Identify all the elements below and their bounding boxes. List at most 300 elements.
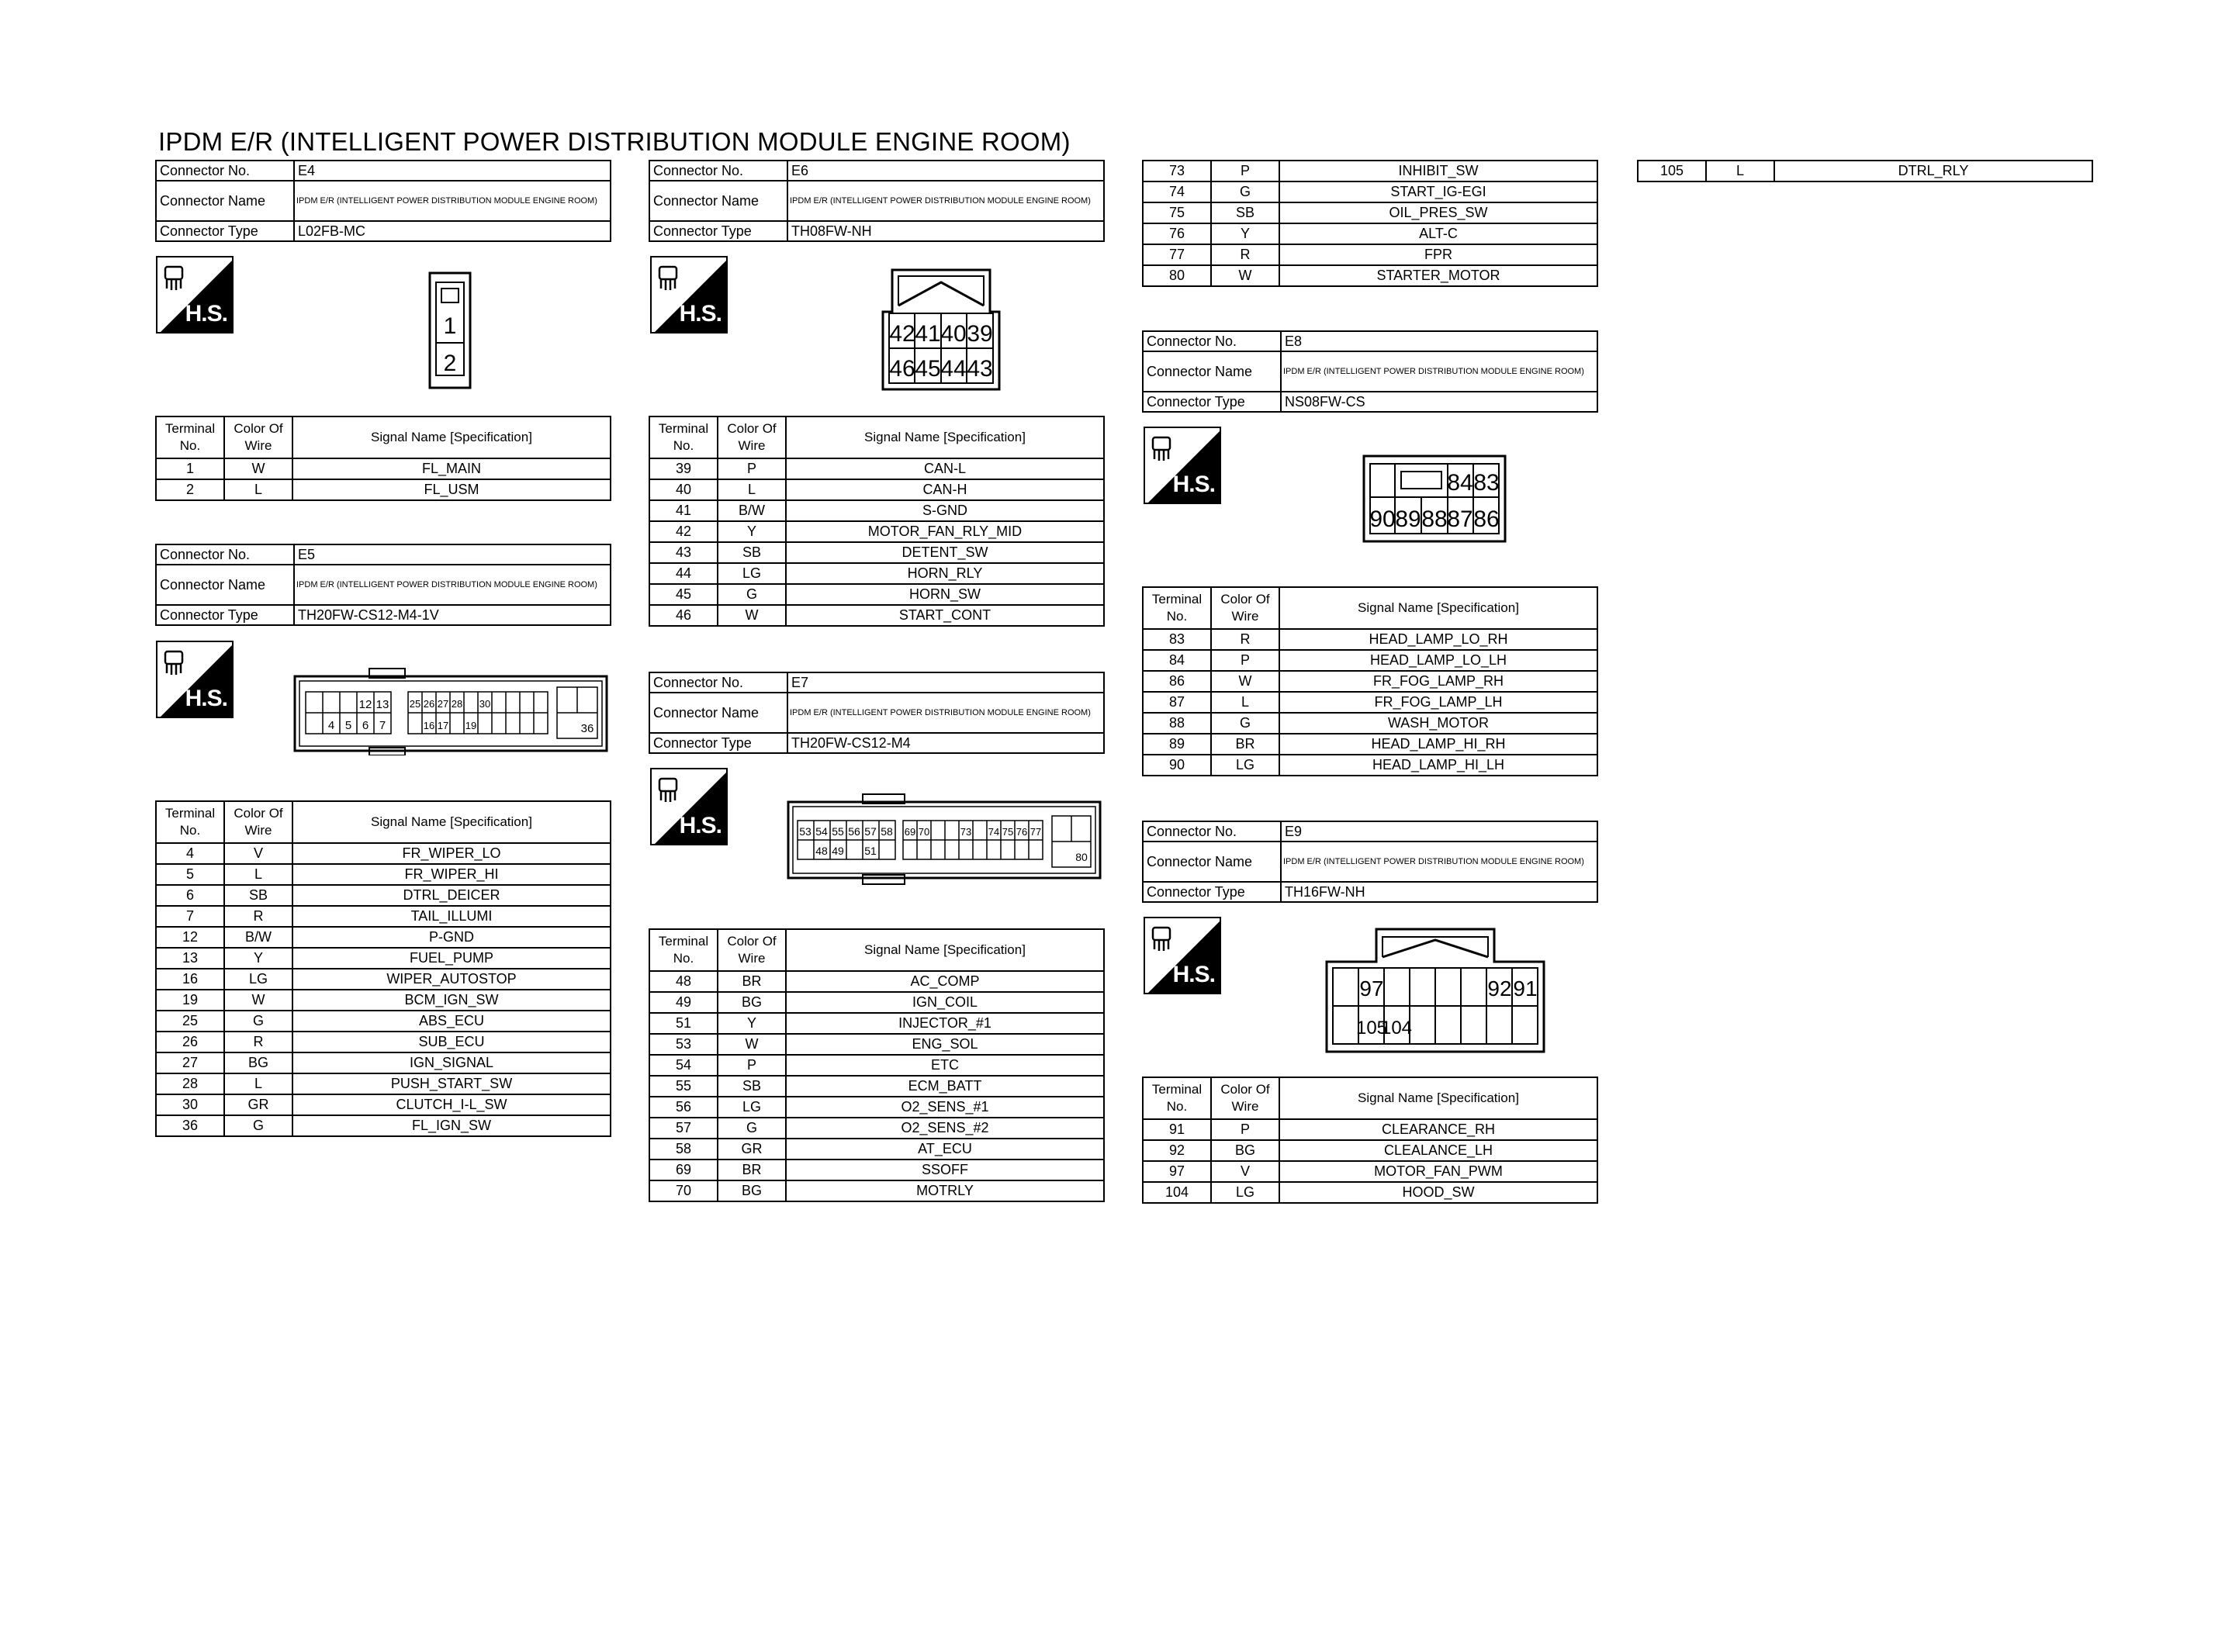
wire-color: L xyxy=(1211,692,1279,713)
wire-color: BG xyxy=(1211,1140,1279,1161)
terminal-no: 41 xyxy=(649,500,718,521)
harness-side-badge xyxy=(650,768,728,845)
pin-label: 104 xyxy=(1380,1018,1413,1039)
table-row xyxy=(649,605,1104,626)
terminal-no: 36 xyxy=(156,1115,224,1136)
terminal-no: 6 xyxy=(156,885,224,906)
connector-no-label: Connector No. xyxy=(649,161,787,181)
table-row xyxy=(649,542,1104,563)
pin-label: 83 xyxy=(1473,470,1500,496)
connector-info-e4 xyxy=(155,160,611,242)
signal-name: CLEARANCE_RH xyxy=(1279,1119,1597,1140)
pin-label: 80 xyxy=(1075,851,1088,863)
connector-name-value: IPDM E/R (INTELLIGENT POWER DISTRIBUTION MODULE ENGINE ROOM) xyxy=(294,565,611,605)
connector-no-value: E6 xyxy=(787,161,1104,181)
table-row xyxy=(1143,1119,1597,1140)
terminal-no: 51 xyxy=(649,1013,718,1034)
table-row xyxy=(649,1160,1104,1180)
signal-name: CLEALANCE_LH xyxy=(1279,1140,1597,1161)
table-row xyxy=(1143,223,1597,244)
wire-color-header: Color Of Wire xyxy=(718,416,786,458)
connector-name-label: Connector Name xyxy=(156,565,294,605)
wire-color: R xyxy=(224,1032,292,1052)
signal-name: HORN_RLY xyxy=(786,563,1104,584)
table-row xyxy=(649,971,1104,992)
wire-color: SB xyxy=(1211,202,1279,223)
wire-color: LG xyxy=(224,969,292,990)
pin-label: 30 xyxy=(479,698,491,710)
signal-name: O2_SENS_#2 xyxy=(786,1118,1104,1139)
table-row xyxy=(156,948,611,969)
table-row xyxy=(156,927,611,948)
wire-color: LG xyxy=(718,563,786,584)
signal-name: FL_MAIN xyxy=(292,458,611,479)
connector-face-e5 xyxy=(293,667,608,759)
wire-color: G xyxy=(1211,713,1279,734)
terminal-no: 44 xyxy=(649,563,718,584)
signal-name: BCM_IGN_SW xyxy=(292,990,611,1011)
terminal-no: 74 xyxy=(1143,181,1211,202)
terminal-table-e4 xyxy=(155,416,611,501)
table-row xyxy=(649,1180,1104,1201)
signal-name: OIL_PRES_SW xyxy=(1279,202,1597,223)
pin-label: 70 xyxy=(918,826,930,838)
connector-type-label: Connector Type xyxy=(649,221,787,241)
signal-name-header: Signal Name [Specification] xyxy=(1279,1077,1597,1119)
signal-name: IGN_SIGNAL xyxy=(292,1052,611,1073)
terminal-no: 105 xyxy=(1638,161,1706,181)
pin-label: 91 xyxy=(1513,976,1538,1001)
wire-color-header: Color Of Wire xyxy=(1211,587,1279,629)
pin-label: 2 xyxy=(443,351,457,376)
table-row xyxy=(649,1013,1104,1034)
page-title: IPDM E/R (INTELLIGENT POWER DISTRIBUTION MODULE ENGINE ROOM) xyxy=(158,127,1071,156)
wire-color: Y xyxy=(224,948,292,969)
connector-type-value: TH20FW-CS12-M4 xyxy=(787,733,1104,753)
connector-no-label: Connector No. xyxy=(1143,821,1281,842)
pin-label: 54 xyxy=(815,825,828,838)
terminal-no: 87 xyxy=(1143,692,1211,713)
terminal-table-e6 xyxy=(649,416,1105,627)
connector-face-e7 xyxy=(787,793,1102,890)
wire-color: Y xyxy=(1211,223,1279,244)
connector-name-value: IPDM E/R (INTELLIGENT POWER DISTRIBUTION MODULE ENGINE ROOM) xyxy=(1281,842,1597,882)
wire-color: G xyxy=(224,1011,292,1032)
terminal-no: 45 xyxy=(649,584,718,605)
connector-type-value: NS08FW-CS xyxy=(1281,392,1597,412)
wire-color: L xyxy=(1706,161,1774,181)
pin-label: 4 xyxy=(327,719,335,732)
connector-info-e5 xyxy=(155,544,611,626)
signal-name: FL_USM xyxy=(292,479,611,500)
table-row xyxy=(156,458,611,479)
wire-color: G xyxy=(718,1118,786,1139)
signal-name: MOTOR_FAN_PWM xyxy=(1279,1161,1597,1182)
terminal-no: 86 xyxy=(1143,671,1211,692)
signal-name-header: Signal Name [Specification] xyxy=(786,416,1104,458)
signal-name: INHIBIT_SW xyxy=(1279,161,1597,181)
signal-name-header: Signal Name [Specification] xyxy=(292,416,611,458)
terminal-no-header: Terminal No. xyxy=(649,929,718,971)
connector-name-label: Connector Name xyxy=(649,181,787,221)
terminal-table-e9-continued xyxy=(1637,160,2093,182)
connector-no-value: E8 xyxy=(1281,331,1597,351)
wire-color: SB xyxy=(718,1076,786,1097)
table-row xyxy=(649,992,1104,1013)
connector-info-e7 xyxy=(649,672,1105,754)
signal-name: IGN_COIL xyxy=(786,992,1104,1013)
pin-label: 5 xyxy=(344,719,352,732)
pin-label: 16 xyxy=(423,720,435,731)
signal-name: FR_WIPER_HI xyxy=(292,864,611,885)
connector-no-label: Connector No. xyxy=(649,672,787,693)
hs-label: H.S. xyxy=(679,813,722,838)
terminal-no: 16 xyxy=(156,969,224,990)
wire-color: L xyxy=(224,864,292,885)
table-row xyxy=(156,843,611,864)
pin-label: 89 xyxy=(1395,506,1421,532)
pin-label: 1 xyxy=(443,313,457,339)
terminal-no: 48 xyxy=(649,971,718,992)
wire-color: LG xyxy=(718,1097,786,1118)
pin-label: 28 xyxy=(451,698,463,710)
hs-label: H.S. xyxy=(185,686,227,711)
table-row xyxy=(1143,1140,1597,1161)
pin-label: 75 xyxy=(1002,826,1014,838)
terminal-no: 89 xyxy=(1143,734,1211,755)
terminal-no: 58 xyxy=(649,1139,718,1160)
pin-label: 48 xyxy=(815,845,828,857)
terminal-no: 1 xyxy=(156,458,224,479)
connector-type-value: TH08FW-NH xyxy=(787,221,1104,241)
pin-label: 46 xyxy=(889,356,915,382)
pin-label: 53 xyxy=(799,825,812,838)
connector-type-value: TH16FW-NH xyxy=(1281,882,1597,902)
connector-type-value: TH20FW-CS12-M4-1V xyxy=(294,605,611,625)
table-row xyxy=(1143,202,1597,223)
connector-info-e8 xyxy=(1142,330,1598,413)
terminal-no: 76 xyxy=(1143,223,1211,244)
connector-no-value: E9 xyxy=(1281,821,1597,842)
wire-color-header: Color Of Wire xyxy=(718,929,786,971)
terminal-no: 91 xyxy=(1143,1119,1211,1140)
connector-no-value: E4 xyxy=(294,161,611,181)
harness-side-badge xyxy=(1144,917,1221,994)
connector-no-label: Connector No. xyxy=(156,161,294,181)
terminal-no: 56 xyxy=(649,1097,718,1118)
table-row xyxy=(156,1115,611,1136)
wire-color-header: Color Of Wire xyxy=(224,416,292,458)
signal-name: START_IG-EGI xyxy=(1279,181,1597,202)
pin-label: 58 xyxy=(881,825,893,838)
pin-label: 43 xyxy=(967,356,993,382)
terminal-no: 77 xyxy=(1143,244,1211,265)
signal-name: ECM_BATT xyxy=(786,1076,1104,1097)
wire-color: V xyxy=(224,843,292,864)
terminal-table-e7-continued xyxy=(1142,160,1598,287)
pin-label: 19 xyxy=(465,720,477,731)
signal-name: HORN_SW xyxy=(786,584,1104,605)
connector-type-value: L02FB-MC xyxy=(294,221,611,241)
wire-color: Y xyxy=(718,521,786,542)
pin-label: 90 xyxy=(1369,506,1396,532)
table-row xyxy=(649,1097,1104,1118)
wire-color: W xyxy=(224,458,292,479)
pin-label: 42 xyxy=(889,321,915,347)
terminal-no: 28 xyxy=(156,1073,224,1094)
signal-name: START_CONT xyxy=(786,605,1104,626)
terminal-no: 43 xyxy=(649,542,718,563)
pin-label: 45 xyxy=(915,356,941,382)
connector-face-e9 xyxy=(1325,926,1545,1057)
harness-side-badge xyxy=(156,641,234,718)
terminal-no: 97 xyxy=(1143,1161,1211,1182)
pin-label: 87 xyxy=(1447,506,1473,532)
connector-name-label: Connector Name xyxy=(1143,842,1281,882)
connector-type-label: Connector Type xyxy=(1143,882,1281,902)
connector-name-value: IPDM E/R (INTELLIGENT POWER DISTRIBUTION MODULE ENGINE ROOM) xyxy=(787,181,1104,221)
terminal-no: 73 xyxy=(1143,161,1211,181)
wire-color: G xyxy=(1211,181,1279,202)
signal-name: S-GND xyxy=(786,500,1104,521)
wire-color: L xyxy=(224,1073,292,1094)
terminal-no: 7 xyxy=(156,906,224,927)
connector-face-e4 xyxy=(428,271,472,393)
terminal-table-e5 xyxy=(155,800,611,1137)
pin-label: 39 xyxy=(967,321,993,347)
table-row xyxy=(156,1032,611,1052)
wire-color: BR xyxy=(718,1160,786,1180)
terminal-table-e7 xyxy=(649,928,1105,1202)
pin-label: 88 xyxy=(1421,506,1448,532)
connector-no-value: E5 xyxy=(294,544,611,565)
pin-label: 7 xyxy=(379,719,386,732)
signal-name: FR_FOG_LAMP_RH xyxy=(1279,671,1597,692)
signal-name: ALT-C xyxy=(1279,223,1597,244)
signal-name: AC_COMP xyxy=(786,971,1104,992)
table-row xyxy=(649,479,1104,500)
table-row xyxy=(156,1094,611,1115)
signal-name: FL_IGN_SW xyxy=(292,1115,611,1136)
wire-color: B/W xyxy=(224,927,292,948)
signal-name: DETENT_SW xyxy=(786,542,1104,563)
terminal-no: 40 xyxy=(649,479,718,500)
terminal-no-header: Terminal No. xyxy=(156,416,224,458)
signal-name-header: Signal Name [Specification] xyxy=(1279,587,1597,629)
wire-color: R xyxy=(1211,244,1279,265)
wire-color: BG xyxy=(224,1052,292,1073)
terminal-no: 55 xyxy=(649,1076,718,1097)
wire-color: BR xyxy=(718,971,786,992)
table-row xyxy=(156,990,611,1011)
table-row xyxy=(649,458,1104,479)
wire-color: LG xyxy=(1211,755,1279,776)
terminal-no: 19 xyxy=(156,990,224,1011)
pin-label: 26 xyxy=(423,698,435,710)
wire-color: L xyxy=(718,479,786,500)
connector-face-e8 xyxy=(1362,454,1507,547)
table-row xyxy=(1143,1182,1597,1203)
pin-label: 51 xyxy=(864,845,877,857)
terminal-no: 30 xyxy=(156,1094,224,1115)
signal-name: CAN-H xyxy=(786,479,1104,500)
pin-label: 17 xyxy=(437,720,449,731)
connector-type-label: Connector Type xyxy=(1143,392,1281,412)
connector-type-label: Connector Type xyxy=(649,733,787,753)
table-row xyxy=(156,864,611,885)
wire-color: BR xyxy=(1211,734,1279,755)
terminal-no: 70 xyxy=(649,1180,718,1201)
connector-info-e9 xyxy=(1142,821,1598,903)
signal-name: HEAD_LAMP_LO_LH xyxy=(1279,650,1597,671)
signal-name: HEAD_LAMP_HI_RH xyxy=(1279,734,1597,755)
wire-color: G xyxy=(718,584,786,605)
terminal-no-header: Terminal No. xyxy=(156,801,224,843)
terminal-no: 4 xyxy=(156,843,224,864)
terminal-no: 75 xyxy=(1143,202,1211,223)
signal-name: DTRL_DEICER xyxy=(292,885,611,906)
signal-name: WIPER_AUTOSTOP xyxy=(292,969,611,990)
table-row xyxy=(649,584,1104,605)
terminal-no: 49 xyxy=(649,992,718,1013)
terminal-no: 42 xyxy=(649,521,718,542)
signal-name: SUB_ECU xyxy=(292,1032,611,1052)
table-row xyxy=(1143,265,1597,286)
terminal-no: 92 xyxy=(1143,1140,1211,1161)
pin-label: 12 xyxy=(358,698,372,711)
pin-label: 27 xyxy=(437,698,449,710)
table-row xyxy=(1638,161,2092,181)
pin-label: 41 xyxy=(915,321,941,347)
table-row xyxy=(649,521,1104,542)
signal-name: TAIL_ILLUMI xyxy=(292,906,611,927)
terminal-table-e8 xyxy=(1142,586,1598,776)
terminal-no-header: Terminal No. xyxy=(649,416,718,458)
terminal-no: 12 xyxy=(156,927,224,948)
terminal-no: 46 xyxy=(649,605,718,626)
wire-color: W xyxy=(718,1034,786,1055)
wire-color: GR xyxy=(718,1139,786,1160)
wire-color: BG xyxy=(718,992,786,1013)
wire-color: W xyxy=(1211,671,1279,692)
wire-color: SB xyxy=(224,885,292,906)
signal-name: FR_WIPER_LO xyxy=(292,843,611,864)
table-row xyxy=(1143,734,1597,755)
wire-color: G xyxy=(224,1115,292,1136)
table-row xyxy=(156,1052,611,1073)
connector-type-label: Connector Type xyxy=(156,221,294,241)
pin-label: 77 xyxy=(1030,826,1042,838)
wire-color: P xyxy=(718,1055,786,1076)
hs-label: H.S. xyxy=(679,301,722,327)
pin-label: 105 xyxy=(1355,1018,1388,1039)
pin-label: 76 xyxy=(1016,826,1028,838)
table-row xyxy=(649,1076,1104,1097)
terminal-no-header: Terminal No. xyxy=(1143,587,1211,629)
connector-name-value: IPDM E/R (INTELLIGENT POWER DISTRIBUTION MODULE ENGINE ROOM) xyxy=(787,693,1104,733)
pin-label: 69 xyxy=(904,826,916,838)
pin-label: 74 xyxy=(988,826,1000,838)
signal-name: ABS_ECU xyxy=(292,1011,611,1032)
wire-color: R xyxy=(224,906,292,927)
signal-name: ENG_SOL xyxy=(786,1034,1104,1055)
signal-name: HEAD_LAMP_HI_LH xyxy=(1279,755,1597,776)
pin-label: 44 xyxy=(940,356,967,382)
harness-side-badge xyxy=(650,256,728,334)
signal-name: AT_ECU xyxy=(786,1139,1104,1160)
table-row xyxy=(156,1073,611,1094)
table-row xyxy=(1143,713,1597,734)
signal-name: CAN-L xyxy=(786,458,1104,479)
signal-name: P-GND xyxy=(292,927,611,948)
pin-label: 97 xyxy=(1359,976,1384,1001)
wire-color: W xyxy=(1211,265,1279,286)
harness-side-badge xyxy=(156,256,234,334)
table-row xyxy=(1143,161,1597,181)
signal-name: FPR xyxy=(1279,244,1597,265)
wire-color: V xyxy=(1211,1161,1279,1182)
pin-label: 84 xyxy=(1447,470,1473,496)
wire-color: P xyxy=(1211,650,1279,671)
connector-name-value: IPDM E/R (INTELLIGENT POWER DISTRIBUTION MODULE ENGINE ROOM) xyxy=(294,181,611,221)
table-row xyxy=(649,1034,1104,1055)
wire-color-header: Color Of Wire xyxy=(224,801,292,843)
table-row xyxy=(156,479,611,500)
terminal-no: 83 xyxy=(1143,629,1211,650)
table-row xyxy=(1143,650,1597,671)
hs-label: H.S. xyxy=(1172,962,1215,987)
hs-label: H.S. xyxy=(1172,472,1215,497)
connector-type-label: Connector Type xyxy=(156,605,294,625)
terminal-no: 88 xyxy=(1143,713,1211,734)
signal-name: HEAD_LAMP_LO_RH xyxy=(1279,629,1597,650)
terminal-no: 25 xyxy=(156,1011,224,1032)
signal-name: O2_SENS_#1 xyxy=(786,1097,1104,1118)
connector-name-label: Connector Name xyxy=(649,693,787,733)
signal-name-header: Signal Name [Specification] xyxy=(786,929,1104,971)
terminal-no: 53 xyxy=(649,1034,718,1055)
wire-color: GR xyxy=(224,1094,292,1115)
terminal-no: 39 xyxy=(649,458,718,479)
harness-side-badge xyxy=(1144,427,1221,504)
table-row xyxy=(156,885,611,906)
pin-label: 36 xyxy=(580,722,594,735)
hs-label: H.S. xyxy=(185,301,227,327)
table-row xyxy=(649,500,1104,521)
terminal-no: 84 xyxy=(1143,650,1211,671)
table-row xyxy=(1143,181,1597,202)
wire-color: P xyxy=(1211,161,1279,181)
signal-name: WASH_MOTOR xyxy=(1279,713,1597,734)
pin-label: 49 xyxy=(832,845,844,857)
pin-label: 6 xyxy=(362,719,369,732)
table-row xyxy=(649,1118,1104,1139)
table-row xyxy=(1143,1161,1597,1182)
pin-label: 73 xyxy=(960,826,972,838)
connector-no-label: Connector No. xyxy=(156,544,294,565)
signal-name: MOTRLY xyxy=(786,1180,1104,1201)
terminal-no: 80 xyxy=(1143,265,1211,286)
table-row xyxy=(156,969,611,990)
table-row xyxy=(649,563,1104,584)
signal-name: DTRL_RLY xyxy=(1774,161,2092,181)
signal-name: INJECTOR_#1 xyxy=(786,1013,1104,1034)
signal-name: ETC xyxy=(786,1055,1104,1076)
wire-color: P xyxy=(1211,1119,1279,1140)
signal-name: FUEL_PUMP xyxy=(292,948,611,969)
signal-name: STARTER_MOTOR xyxy=(1279,265,1597,286)
wire-color-header: Color Of Wire xyxy=(1211,1077,1279,1119)
